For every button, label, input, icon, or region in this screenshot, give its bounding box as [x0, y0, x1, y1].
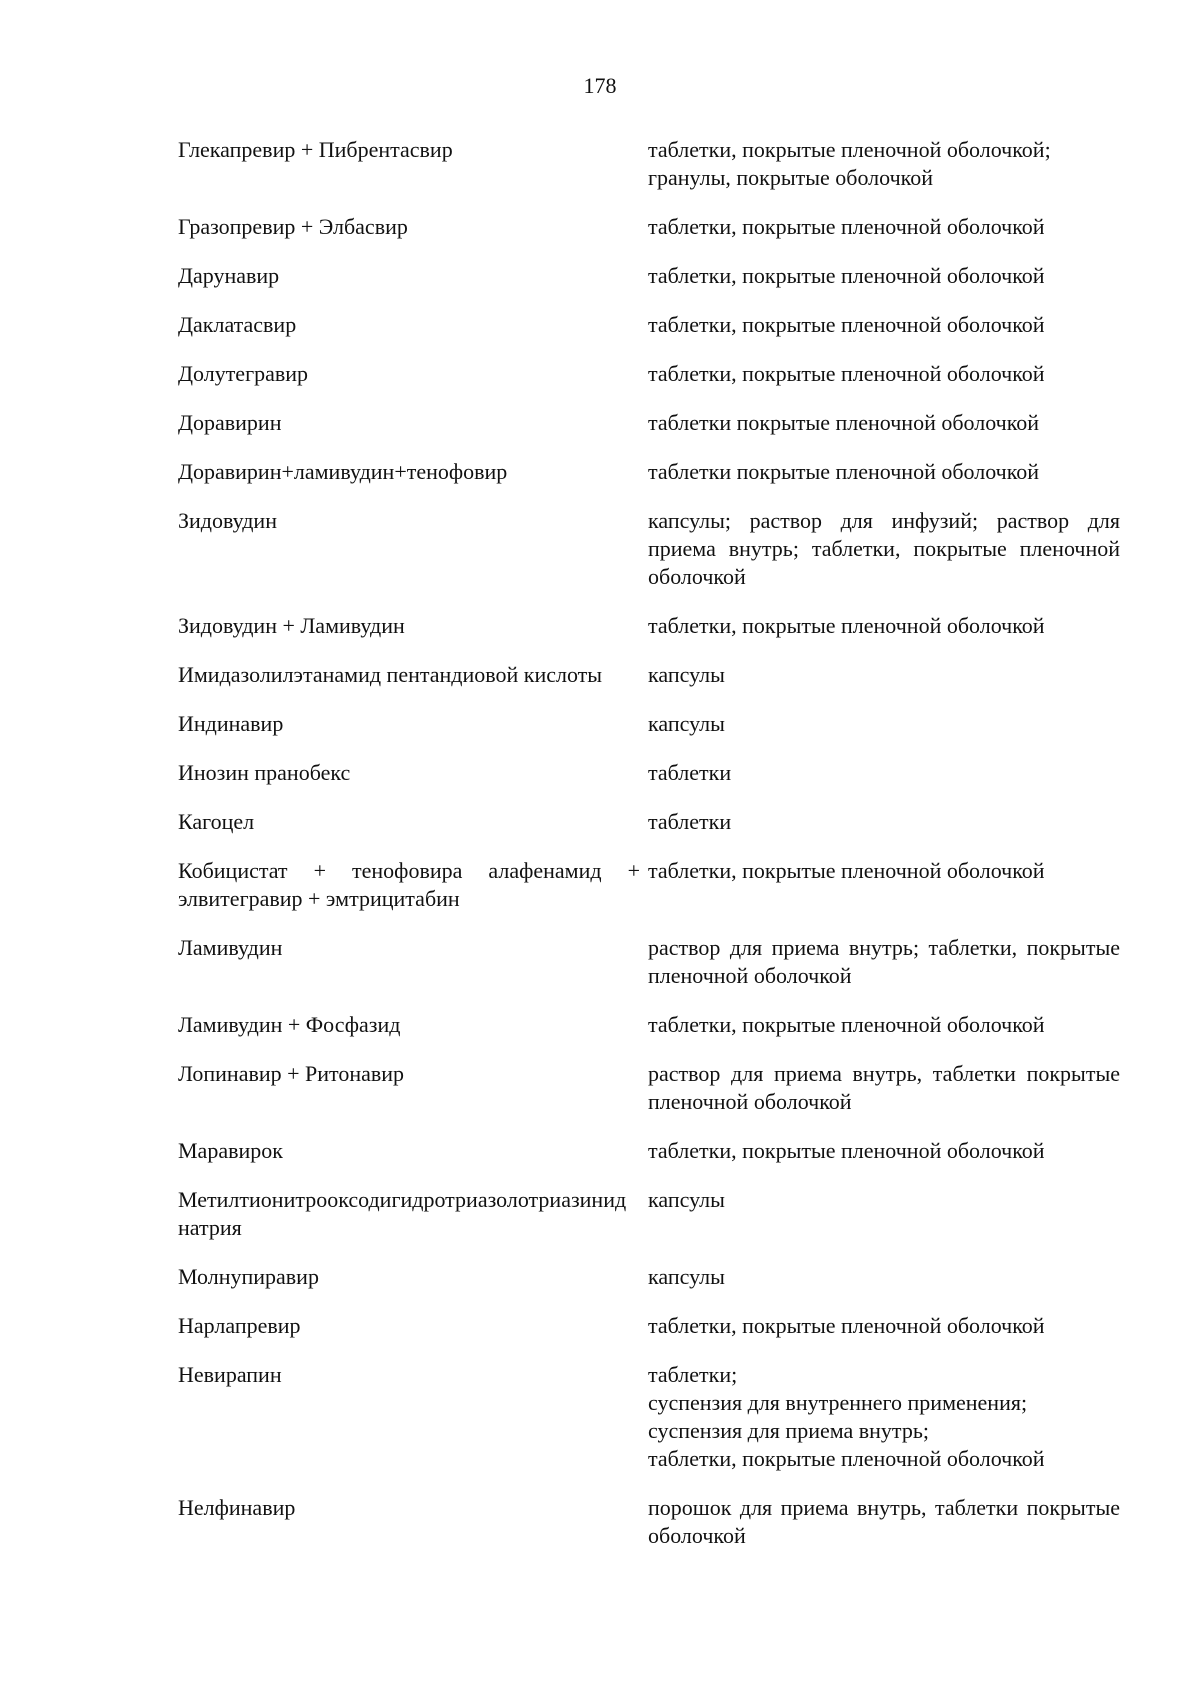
- dosage-form-line: порошок для приема внутрь, таблетки покрытые оболочкой: [648, 1495, 1120, 1548]
- dosage-form-line: капсулы: [648, 662, 725, 687]
- dosage-form: [648, 311, 1120, 339]
- dosage-form: [648, 360, 1120, 388]
- dosage-form-line: суспензия для приема внутрь;: [648, 1418, 929, 1443]
- dosage-form-line: гранулы, покрытые оболочкой: [648, 165, 933, 190]
- dosage-form-line: таблетки, покрытые пленочной оболочкой: [648, 1446, 1045, 1471]
- dosage-form-line: капсулы: [648, 711, 725, 736]
- dosage-form-line: раствор для приема внутрь; таблетки, покрытые пленочной оболочкой: [648, 935, 1120, 988]
- drug-name: Молнупиравир: [178, 1264, 319, 1289]
- drug-name: Ламивудин: [178, 935, 283, 960]
- drug-name: Метилтионитрооксодигидротриазолотриазинид натрия: [178, 1187, 627, 1240]
- page-number: 178: [583, 73, 617, 98]
- dosage-form-line: капсулы: [648, 1264, 725, 1289]
- dosage-form: [648, 759, 1120, 787]
- drug-name: Лопинавир + Ритонавир: [178, 1061, 405, 1086]
- dosage-form-line: таблетки, покрытые пленочной оболочкой: [648, 858, 1045, 883]
- dosage-form-line: таблетки, покрытые пленочной оболочкой: [648, 613, 1045, 638]
- drug-name: Гразопревир + Элбасвир: [178, 214, 408, 239]
- drug-entry: [178, 213, 1128, 241]
- drug-entry: [178, 1011, 1128, 1039]
- drug-entry: [178, 1312, 1128, 1340]
- dosage-form-line: таблетки покрытые пленочной оболочкой: [648, 459, 1040, 484]
- drug-entry: [178, 1494, 1128, 1550]
- drug-name: Имидазолилэтанамид пентандиовой кислоты: [178, 662, 603, 687]
- drug-name: Нелфинавир: [178, 1495, 296, 1520]
- dosage-form: [648, 1312, 1120, 1340]
- drug-entry: [178, 710, 1128, 738]
- drug-name: Даклатасвир: [178, 312, 297, 337]
- dosage-form: [648, 262, 1120, 290]
- dosage-form: [648, 1186, 1120, 1214]
- drug-entry: [178, 507, 1128, 591]
- dosage-form: [648, 1361, 1120, 1473]
- drug-name: Кобицистат + тенофовира алафенамид + элвитегравир + эмтрицитабин: [178, 858, 640, 911]
- dosage-form: [648, 934, 1120, 990]
- dosage-form: [648, 857, 1120, 885]
- drug-entry: [178, 1361, 1128, 1473]
- drug-name: Ламивудин + Фосфазид: [178, 1012, 401, 1037]
- drug-name: Глекапревир + Пибрентасвир: [178, 137, 453, 162]
- dosage-form: [648, 612, 1120, 640]
- drug-name: Индинавир: [178, 711, 284, 736]
- dosage-form: [648, 661, 1120, 689]
- dosage-form: [648, 458, 1120, 486]
- drug-name: Дарунавир: [178, 263, 280, 288]
- drug-entry: [178, 409, 1128, 437]
- dosage-form: [648, 136, 1120, 192]
- drug-name: Маравирок: [178, 1138, 283, 1163]
- dosage-form-line: таблетки, покрытые пленочной оболочкой: [648, 312, 1045, 337]
- drug-entry: [178, 661, 1128, 689]
- drug-name: Зидовудин: [178, 508, 277, 533]
- drug-entry: [178, 311, 1128, 339]
- drug-name: Долутегравир: [178, 361, 309, 386]
- drug-entry: [178, 759, 1128, 787]
- dosage-form-line: таблетки: [648, 760, 732, 785]
- drug-entry: [178, 612, 1128, 640]
- dosage-form: [648, 808, 1120, 836]
- drug-name: Кагоцел: [178, 809, 255, 834]
- dosage-form: [648, 1494, 1120, 1550]
- dosage-form-line: таблетки, покрытые пленочной оболочкой: [648, 214, 1045, 239]
- dosage-form: [648, 409, 1120, 437]
- drug-entry: [178, 1137, 1128, 1165]
- drug-entry: [178, 360, 1128, 388]
- dosage-form: [648, 1137, 1120, 1165]
- dosage-form-line: капсулы; раствор для инфузий; раствор для приема внутрь; таблетки, покрытые пленочной оболочкой: [648, 508, 1120, 589]
- dosage-form-line: суспензия для внутреннего применения;: [648, 1390, 1028, 1415]
- drug-list: [178, 136, 1128, 1571]
- dosage-form-line: таблетки, покрытые пленочной оболочкой: [648, 263, 1045, 288]
- drug-name: Зидовудин + Ламивудин: [178, 613, 405, 638]
- drug-name: Невирапин: [178, 1362, 282, 1387]
- drug-entry: [178, 1186, 1128, 1242]
- dosage-form-line: капсулы: [648, 1187, 725, 1212]
- drug-entry: [178, 808, 1128, 836]
- dosage-form-line: таблетки: [648, 809, 732, 834]
- drug-entry: [178, 1060, 1128, 1116]
- drug-name: Инозин пранобекс: [178, 760, 351, 785]
- dosage-form: [648, 507, 1120, 591]
- drug-name: Доравирин+ламивудин+тенофовир: [178, 459, 508, 484]
- dosage-form-line: таблетки, покрытые пленочной оболочкой: [648, 1138, 1045, 1163]
- drug-entry: [178, 136, 1128, 192]
- drug-entry: [178, 1263, 1128, 1291]
- drug-name: Нарлапревир: [178, 1313, 301, 1338]
- dosage-form-line: таблетки, покрытые пленочной оболочкой: [648, 1313, 1045, 1338]
- drug-name: Доравирин: [178, 410, 282, 435]
- dosage-form: [648, 710, 1120, 738]
- dosage-form: [648, 213, 1120, 241]
- dosage-form-line: раствор для приема внутрь, таблетки покрытые пленочной оболочкой: [648, 1061, 1120, 1114]
- dosage-form: [648, 1011, 1120, 1039]
- dosage-form-line: таблетки, покрытые пленочной оболочкой;: [648, 137, 1051, 162]
- dosage-form-line: таблетки, покрытые пленочной оболочкой: [648, 361, 1045, 386]
- dosage-form-line: таблетки;: [648, 1362, 738, 1387]
- drug-entry: [178, 262, 1128, 290]
- dosage-form-line: таблетки, покрытые пленочной оболочкой: [648, 1012, 1045, 1037]
- drug-entry: [178, 458, 1128, 486]
- drug-entry: [178, 857, 1128, 913]
- drug-entry: [178, 934, 1128, 990]
- dosage-form: [648, 1060, 1120, 1116]
- dosage-form-line: таблетки покрытые пленочной оболочкой: [648, 410, 1040, 435]
- dosage-form: [648, 1263, 1120, 1291]
